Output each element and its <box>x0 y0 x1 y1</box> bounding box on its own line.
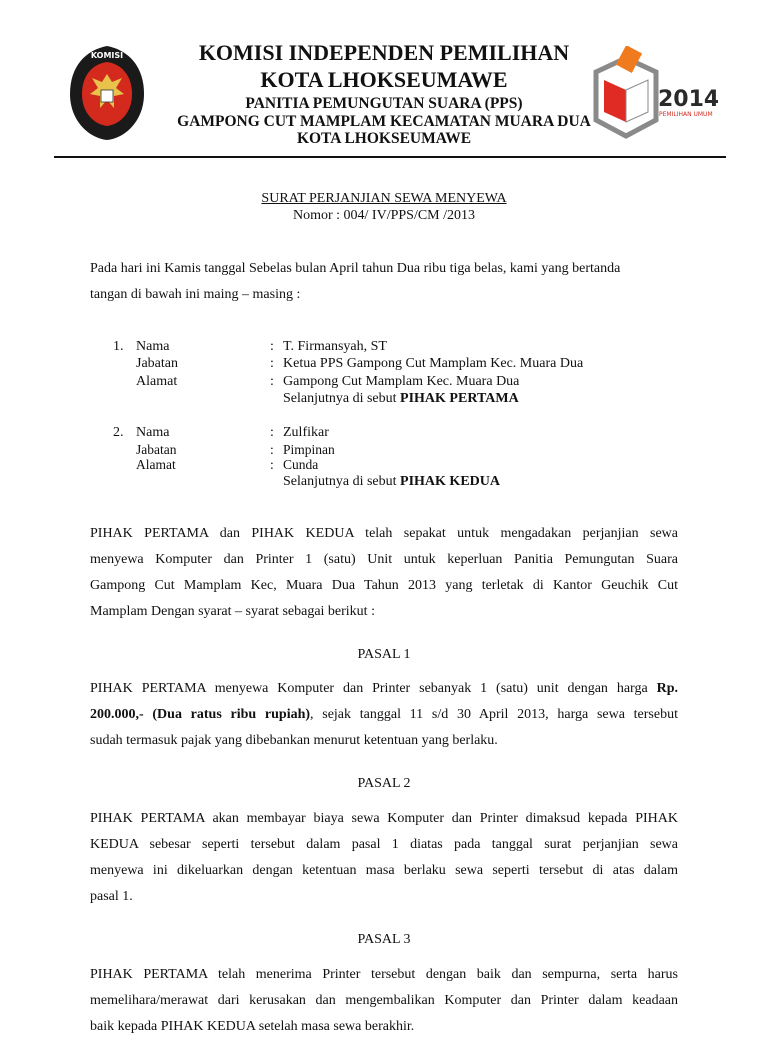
party-2-number: 2. <box>113 425 124 440</box>
header-title-2: KOTA LHOKSEUMAWE <box>260 67 508 92</box>
header-subtitle-3: KOTA LHOKSEUMAWE <box>296 130 472 147</box>
header-title-1: KOMISI INDEPENDEN PEMILIHAN <box>198 40 570 65</box>
party-2-designation: Selanjutnya di sebut PIHAK KEDUA <box>283 474 500 489</box>
party-1-jabatan-label: Jabatan <box>136 356 178 371</box>
svg-text:2014: 2014 <box>658 87 718 112</box>
party-1-alamat-colon: : <box>270 374 274 389</box>
header-subtitle-2: GAMPONG CUT MAMPLAM KECAMATAN MUARA DUA <box>177 113 591 130</box>
agreement-paragraph: PIHAK PERTAMA dan PIHAK KEDUA telah sepakat untuk mengadakan perjanjian sewa menyewa Komputer dan Printer 1 (satu) Unit untuk keperluan Panitia Pemungutan Suara Gampong Cut Mamplam Kec, Muara Dua Tahun 2013 yang terletak di Kantor Geuchik Cut Mamplam Dengan syarat – syarat sebagai berikut : <box>90 526 678 619</box>
header-subtitle-1: PANITIA PEMUNGUTAN SUARA (PPS) <box>245 95 523 112</box>
party-2-nama-colon: : <box>270 425 274 440</box>
pasal-3-body: PIHAK PERTAMA telah menerima Printer tersebut dengan baik dan sempurna, serta harus memelihara/merawat dari kerusakan dan mengembalikan Komputer dan Printer dalam keadaan baik kepada PIHAK KEDUA setelah masa sewa berakhir. <box>90 967 678 1034</box>
party-1-nama-label: Nama <box>136 339 170 354</box>
header-divider <box>54 156 726 158</box>
party-1-nama-colon: : <box>270 339 274 354</box>
party-2-jabatan-label: Jabatan <box>136 442 177 457</box>
party-1-alamat: Gampong Cut Mamplam Kec. Muara Dua <box>283 374 520 389</box>
document-number: Nomor : 004/ IV/PPS/CM /2013 <box>292 208 476 223</box>
party-2-jabatan-colon: : <box>270 442 274 457</box>
party-1-jabatan-colon: : <box>270 356 274 371</box>
party-2-nama-label: Nama <box>136 425 170 440</box>
party-2-jabatan: Pimpinan <box>283 442 335 457</box>
document-title: SURAT PERJANJIAN SEWA MENYEWA <box>261 191 507 206</box>
pasal-2-heading: PASAL 2 <box>357 776 411 791</box>
pasal-3-heading: PASAL 3 <box>357 932 411 947</box>
svg-text:KOMISI: KOMISI <box>90 51 124 60</box>
pasal-1-body: PIHAK PERTAMA menyewa Komputer dan Printer sebanyak 1 (satu) unit dengan harga Rp. 200.000,- (Dua ratus ribu rupiah), sejak tanggal 11 s/d 30 April 2013, harga sewa tersebut sudah termasuk pajak yang dibebankan menurut ketentuan yang berlaku. <box>90 681 678 748</box>
party-2-alamat-label: Alamat <box>136 457 176 472</box>
party-2-nama: Zulfikar <box>283 425 329 440</box>
intro-paragraph: Pada hari ini Kamis tanggal Sebelas bulan April tahun Dua ribu tiga belas, kami yang bertanda tangan di bawah ini maing – masing : <box>90 261 621 302</box>
party-2-alamat-colon: : <box>270 457 274 472</box>
party-1-designation: Selanjutnya di sebut PIHAK PERTAMA <box>283 391 519 406</box>
party-1-nama: T. Firmansyah, ST <box>283 339 387 354</box>
party-1-number: 1. <box>113 339 124 354</box>
party-1-jabatan: Ketua PPS Gampong Cut Mamplam Kec. Muara Dua <box>283 356 584 371</box>
pasal-2-body: PIHAK PERTAMA akan membayar biaya sewa Komputer dan Printer dimaksud kepada PIHAK KEDUA sebesar seperti tersebut dalam pasal 1 diatas pada tanggal surat perjanjian sewa menyewa ini dikeluarkan dengan ketentuan masa berlaku sewa seperti tersebut di atas dalam pasal 1. <box>90 811 678 904</box>
party-1-alamat-label: Alamat <box>136 374 178 389</box>
pasal-1-heading: PASAL 1 <box>357 647 411 662</box>
kip-logo <box>66 44 148 142</box>
svg-text:PEMILIHAN UMUM: PEMILIHAN UMUM <box>659 111 713 118</box>
party-2-alamat: Cunda <box>283 457 319 472</box>
